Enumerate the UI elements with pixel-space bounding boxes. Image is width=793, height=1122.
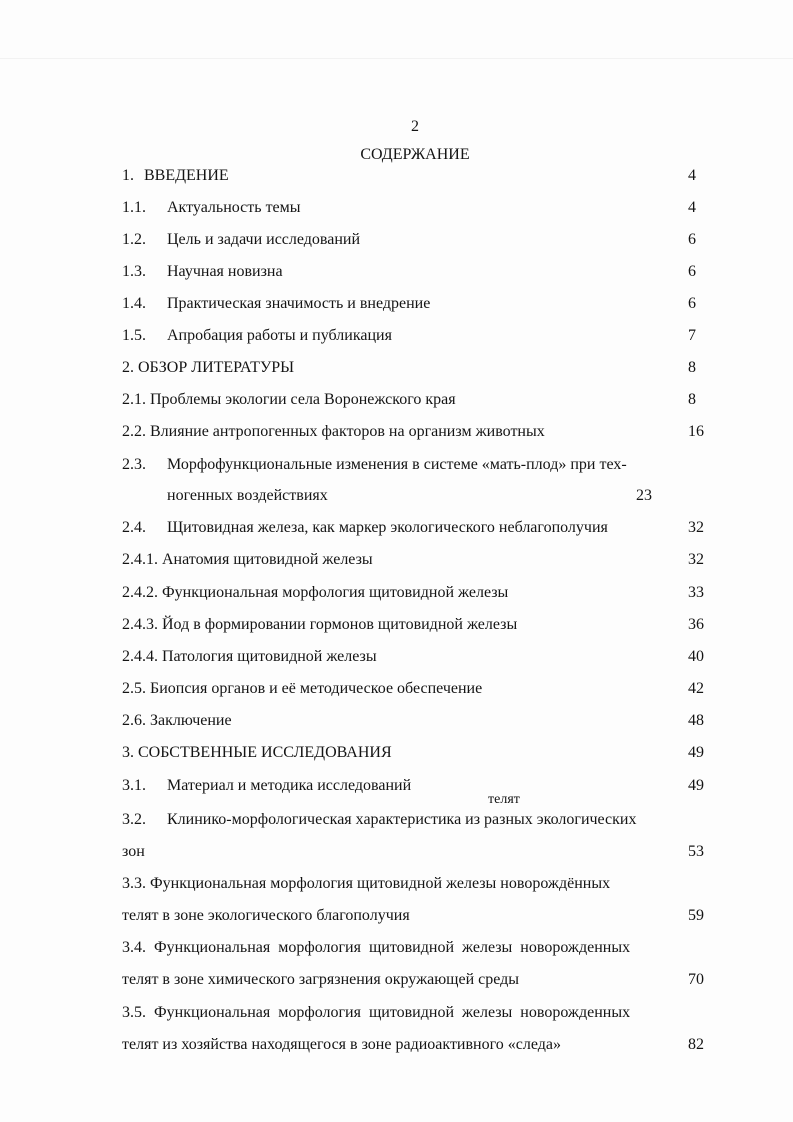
toc-entry-number: 2.4. [122,519,146,536]
toc-entry-page: 42 [688,680,704,697]
toc-entry-text: 3.4. Функциональная морфология щитовидной железы новорожденных [122,939,631,956]
toc-entry-text: 2. ОБЗОР ЛИТЕРАТУРЫ [122,359,295,376]
toc-entry-number: 1.3. [122,263,146,280]
toc-entry-page: 59 [688,907,704,924]
toc-entry-page: 4 [688,199,696,216]
toc-entry-page: 48 [688,712,704,729]
toc-title: СОДЕРЖАНИЕ [360,146,470,163]
toc-entry-text: Практическая значимость и внедрение [167,295,431,312]
toc-entry-page: 49 [688,777,704,794]
toc-entry-number: 1.2. [122,231,146,248]
toc-entry-page: 70 [688,971,704,988]
inserted-word: телят [488,792,520,807]
toc-entry-page: 6 [688,263,696,280]
toc-entry-continuation: телят из хозяйства находящегося в зоне радиоактивного «следа» [122,1036,561,1053]
toc-entry-text: Научная новизна [167,263,283,280]
toc-entry-text: 2.4.1. Анатомия щитовидной железы [122,551,373,568]
toc-entry-number: 1.1. [122,199,146,216]
toc-entry-text: 2.4.2. Функциональная морфология щитовидной железы [122,584,509,601]
page-number: 2 [411,118,419,135]
toc-entry-page: 23 [636,487,652,504]
toc-entry-number: 3.1. [122,777,146,794]
toc-entry-page: 6 [688,295,696,312]
toc-entry-page: 36 [688,616,704,633]
toc-entry-continuation: телят в зоне химического загрязнения окружающей среды [122,971,520,988]
toc-entry-text: Материал и методика исследований [167,777,412,794]
toc-entry-text: ВВЕДЕНИЕ [144,167,229,184]
toc-entry-text: Морфофункциональные изменения в системе «мать-плод» при тех- [167,456,627,473]
toc-entry-text: 2.1. Проблемы экологии села Воронежского края [122,391,456,408]
toc-entry-page: 4 [688,167,696,184]
toc-entry-page: 7 [688,327,696,344]
toc-entry-text: 3.3. Функциональная морфология щитовидной железы новорождённых [122,875,611,892]
toc-entry-page: 49 [688,744,704,761]
toc-entry-text: Актуальность темы [167,199,301,216]
toc-entry-number: 3.2. [122,811,146,828]
toc-entry-page: 32 [688,519,704,536]
toc-entry-text: Апробация работы и публикация [167,327,392,344]
toc-entry-number: 1.5. [122,327,146,344]
toc-entry-continuation: ногенных воздействиях [167,487,328,504]
toc-entry-page: 53 [688,843,704,860]
toc-entry-page: 32 [688,551,704,568]
toc-entry-continuation: зон [122,843,145,860]
toc-entry-text: 2.2. Влияние антропогенных факторов на организм животных [122,423,545,440]
scan-edge-line [0,58,793,59]
toc-entry-text: 2.6. Заключение [122,712,232,729]
toc-entry-page: 82 [688,1036,704,1053]
toc-entry-text: Цель и задачи исследований [167,231,361,248]
toc-entry-page: 33 [688,584,704,601]
toc-entry-page: 16 [688,423,704,440]
toc-entry-number: 1.4. [122,295,146,312]
toc-entry-text: 3.5. Функциональная морфология щитовидной железы новорожденных [122,1004,631,1021]
toc-entry-text: Клинико-морфологическая характеристика из разных экологических [167,811,637,828]
toc-entry-page: 40 [688,648,704,665]
toc-entry-text: 3. СОБСТВЕННЫЕ ИССЛЕДОВАНИЯ [122,744,392,761]
toc-entry-page: 6 [688,231,696,248]
toc-entry-text: 2.4.3. Йод в формировании гормонов щитовидной железы [122,616,518,633]
toc-entry-text: 2.5. Биопсия органов и её методическое обеспечение [122,680,483,697]
toc-entry-continuation: телят в зоне экологического благополучия [122,907,410,924]
toc-entry-text: Щитовидная железа, как маркер экологического неблагополучия [167,519,608,536]
toc-entry-text: 2.4.4. Патология щитовидной железы [122,648,377,665]
toc-entry-number: 2.3. [122,456,146,473]
toc-entry-page: 8 [688,391,696,408]
toc-entry-number: 1. [122,167,134,184]
toc-entry-page: 8 [688,359,696,376]
